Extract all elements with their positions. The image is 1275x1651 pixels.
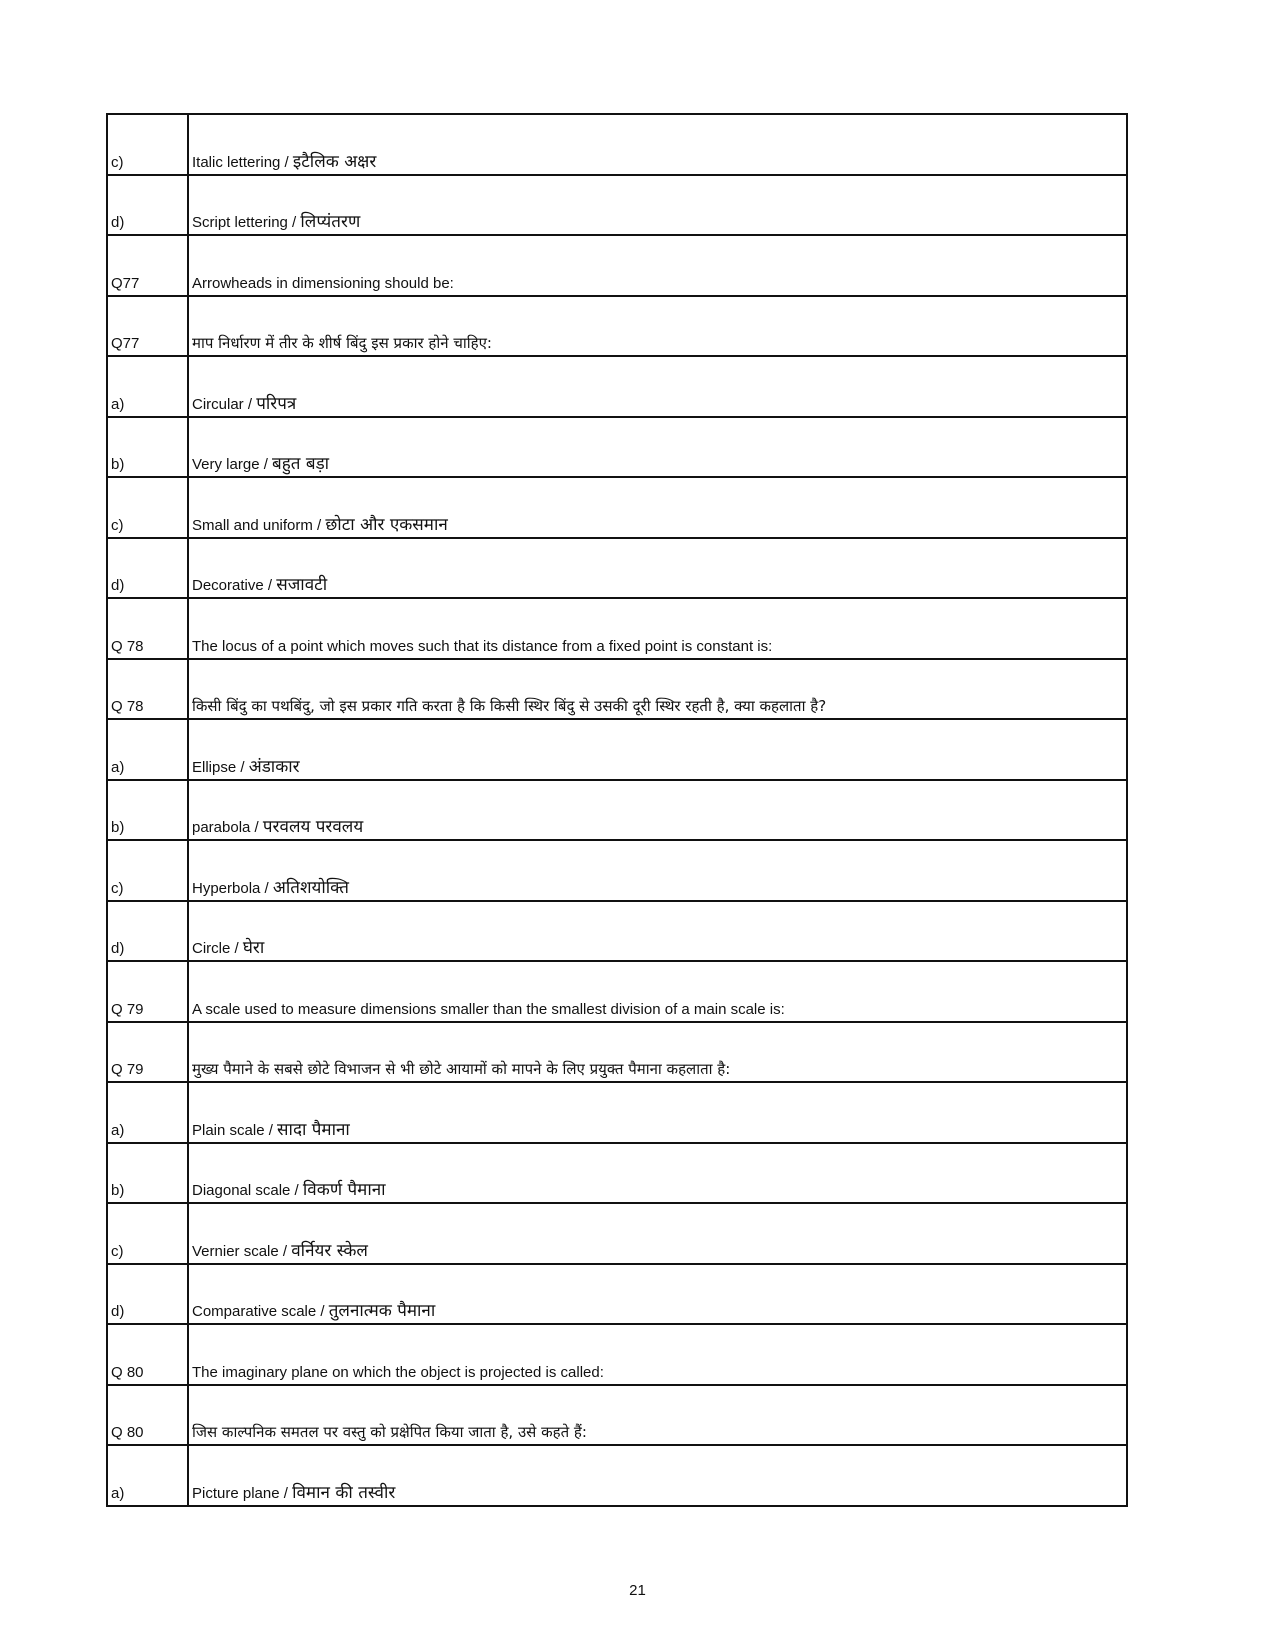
option-row — [107, 1082, 1127, 1143]
option-text-english: Italic lettering / — [192, 153, 293, 171]
question-text-cell — [188, 1385, 1127, 1446]
question-row — [107, 1324, 1127, 1385]
option-row — [107, 417, 1127, 478]
option-text-hindi: इटैलिक अक्षर — [292, 151, 377, 172]
option-text-cell — [188, 719, 1127, 780]
question-row — [107, 296, 1127, 357]
question-number: Q 78 — [107, 659, 188, 720]
option-row — [107, 1445, 1127, 1506]
option-label: b) — [107, 780, 188, 841]
question-table — [106, 113, 1128, 1507]
option-row — [107, 1203, 1127, 1264]
option-text-english: Decorative / — [192, 577, 277, 594]
option-text-hindi: लिप्यंतरण — [300, 212, 361, 232]
option-text-cell — [188, 1203, 1127, 1264]
option-text-cell — [188, 417, 1127, 478]
question-text-english: A scale used to measure dimensions smaller than the smallest division of a main scale is: — [192, 1000, 785, 1018]
option-text-cell — [188, 1143, 1127, 1204]
option-text-english: Picture plane / — [192, 1484, 293, 1502]
option-label: d) — [107, 901, 188, 962]
question-text-hindi: जिस काल्पनिक समतल पर वस्तु को प्रक्षेपित किया जाता है, उसे कहते हैं: — [192, 1423, 587, 1441]
question-row — [107, 598, 1127, 659]
option-text-cell — [188, 1264, 1127, 1325]
option-row — [107, 1264, 1127, 1325]
option-text-hindi: परवलय परवलय — [262, 817, 364, 837]
option-row — [107, 901, 1127, 962]
option-text-cell — [188, 114, 1127, 175]
question-row — [107, 961, 1127, 1022]
question-row — [107, 1022, 1127, 1083]
question-text-cell — [188, 961, 1127, 1022]
option-text-english: Very large / — [192, 456, 273, 473]
option-text-cell — [188, 1082, 1127, 1143]
question-row — [107, 235, 1127, 296]
option-text-cell — [188, 477, 1127, 538]
option-text-cell — [188, 356, 1127, 417]
question-row — [107, 1385, 1127, 1446]
question-number: Q77 — [107, 296, 188, 357]
option-text-english: Script lettering / — [192, 214, 301, 231]
option-text-cell — [188, 840, 1127, 901]
question-text-hindi: मुख्य पैमाने के सबसे छोटे विभाजन से भी छोटे आयामों को मापने के लिए प्रयुक्त पैमाना कहलाता है: — [192, 1060, 731, 1078]
option-text-english: Circular / — [192, 395, 257, 413]
option-text-english: Plain scale / — [192, 1121, 278, 1139]
option-text-english: Hyperbola / — [192, 879, 273, 897]
option-label: b) — [107, 417, 188, 478]
question-text-english: Arrowheads in dimensioning should be: — [192, 274, 454, 292]
option-text-hindi: घेरा — [242, 938, 265, 958]
option-text-hindi: सादा पैमाना — [277, 1119, 350, 1140]
option-text-english: Ellipse / — [192, 758, 249, 776]
option-label: a) — [107, 1082, 188, 1143]
option-label: d) — [107, 1264, 188, 1325]
question-text-cell — [188, 598, 1127, 659]
option-label: c) — [107, 1203, 188, 1264]
option-row — [107, 175, 1127, 236]
option-label: c) — [107, 477, 188, 538]
option-row — [107, 356, 1127, 417]
option-text-english: Comparative scale / — [192, 1303, 329, 1320]
question-text-cell — [188, 1022, 1127, 1083]
option-label: c) — [107, 114, 188, 175]
option-text-hindi: तुलनात्मक पैमाना — [328, 1301, 436, 1321]
option-text-hindi: छोटा और एकसमान — [325, 514, 448, 535]
option-row — [107, 780, 1127, 841]
option-text-english: Small and uniform / — [192, 516, 326, 534]
option-text-hindi: विकर्ण पैमाना — [302, 1180, 386, 1200]
question-text-cell — [188, 296, 1127, 357]
option-text-english: Diagonal scale / — [192, 1182, 303, 1199]
option-text-hindi: विमान की तस्वीर — [292, 1482, 396, 1503]
question-table-body — [107, 114, 1127, 1506]
option-text-english: Circle / — [192, 940, 243, 957]
option-label: a) — [107, 356, 188, 417]
question-number: Q77 — [107, 235, 188, 296]
question-text-hindi: किसी बिंदु का पथबिंदु, जो इस प्रकार गति करता है कि किसी स्थिर बिंदु से उसकी दूरी स्थिर रहती है, क्या कहलाता है? — [192, 697, 827, 715]
option-text-cell — [188, 175, 1127, 236]
option-row — [107, 538, 1127, 599]
option-text-cell — [188, 538, 1127, 599]
option-text-hindi: परिपत्र — [256, 393, 297, 414]
option-text-hindi: अतिशयोक्ति — [272, 877, 349, 898]
option-text-hindi: अंडाकार — [248, 756, 300, 777]
option-label: b) — [107, 1143, 188, 1204]
option-text-cell — [188, 1445, 1127, 1506]
question-text-english: The imaginary plane on which the object is projected is called: — [192, 1363, 604, 1381]
question-row — [107, 659, 1127, 720]
option-label: a) — [107, 719, 188, 780]
question-number: Q 78 — [107, 598, 188, 659]
option-label: c) — [107, 840, 188, 901]
question-number: Q 79 — [107, 961, 188, 1022]
option-label: a) — [107, 1445, 188, 1506]
question-number: Q 79 — [107, 1022, 188, 1083]
option-label: d) — [107, 538, 188, 599]
option-text-english: Vernier scale / — [192, 1242, 292, 1260]
option-text-cell — [188, 780, 1127, 841]
option-label: d) — [107, 175, 188, 236]
option-text-hindi: बहुत बड़ा — [272, 454, 330, 474]
question-text-hindi: माप निर्धारण में तीर के शीर्ष बिंदु इस प्रकार होने चाहिए: — [192, 334, 492, 352]
question-text-cell — [188, 1324, 1127, 1385]
option-row — [107, 840, 1127, 901]
option-text-cell — [188, 901, 1127, 962]
page-number: 21 — [629, 1582, 646, 1599]
option-text-hindi: सजावटी — [276, 575, 328, 595]
option-row — [107, 1143, 1127, 1204]
option-row — [107, 477, 1127, 538]
option-text-english: parabola / — [192, 819, 263, 836]
question-number: Q 80 — [107, 1385, 188, 1446]
question-text-cell — [188, 235, 1127, 296]
option-text-hindi: वर्नियर स्केल — [291, 1240, 368, 1261]
option-row — [107, 114, 1127, 175]
question-number: Q 80 — [107, 1324, 188, 1385]
question-text-cell — [188, 659, 1127, 720]
question-text-english: The locus of a point which moves such that its distance from a fixed point is constant is: — [192, 637, 773, 655]
option-row — [107, 719, 1127, 780]
